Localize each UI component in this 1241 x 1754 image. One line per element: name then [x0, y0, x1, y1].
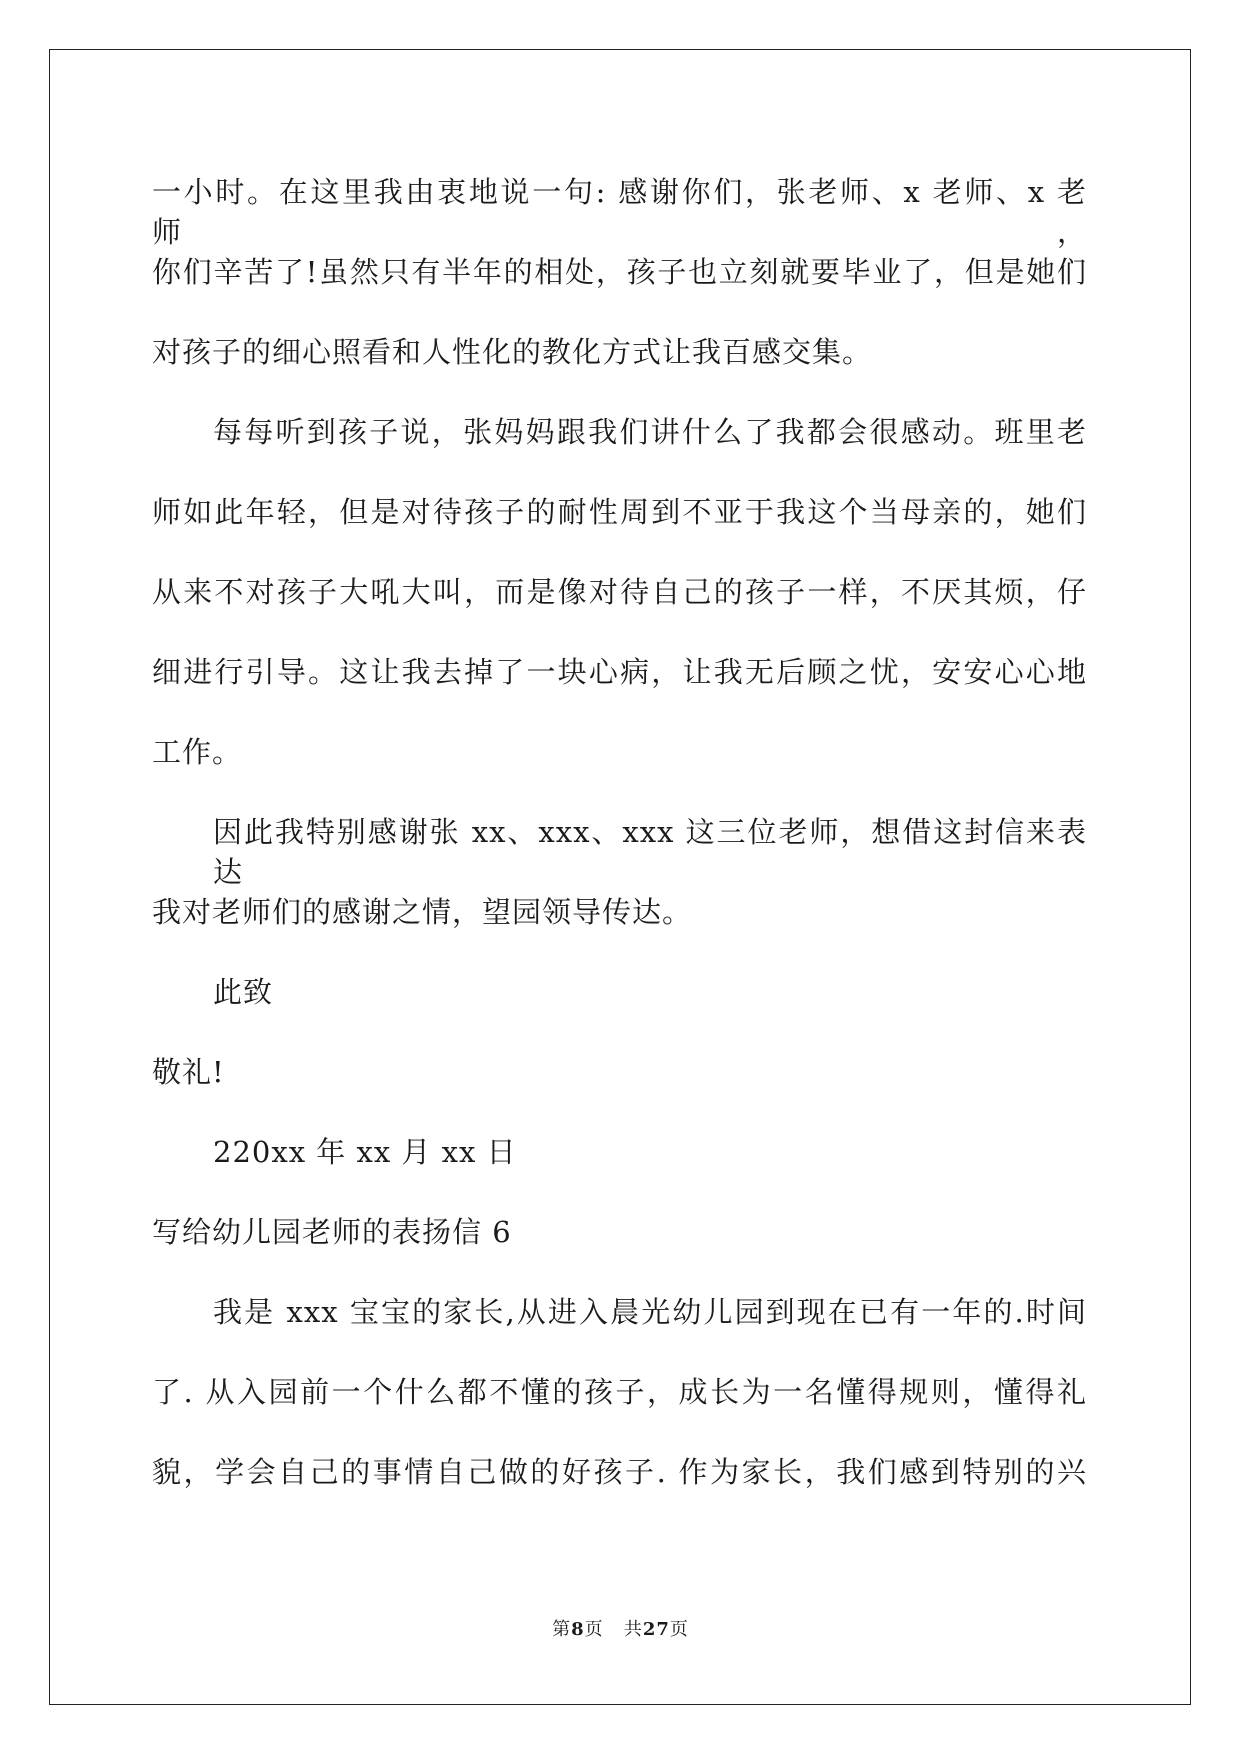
closing-date: 220xx 年 xx 月 xx 日: [213, 1135, 517, 1169]
section-title: 写给幼儿园老师的表扬信 6: [152, 1215, 512, 1249]
footer-prefix: 第: [552, 1619, 572, 1640]
paragraph-2-line-4: 细进行引导。这让我去掉了一块心病，让我无后顾之忧，安安心心地: [152, 655, 1087, 689]
paragraph-1-line-1: 一小时。在这里我由衷地说一句: 感谢你们，张老师、x 老师、x 老师，: [152, 175, 1087, 249]
paragraph-4-line-1: 我是 xxx 宝宝的家长,从进入晨光幼儿园到现在已有一年的.时间: [213, 1295, 1087, 1329]
closing-greeting: 此致: [213, 975, 274, 1009]
closing-salute: 敬礼!: [152, 1055, 225, 1089]
footer-page-word: 页: [584, 1619, 604, 1640]
current-page-number: 8: [571, 1619, 585, 1640]
paragraph-2-line-5: 工作。: [152, 735, 243, 769]
footer-total-prefix: 共: [623, 1619, 643, 1640]
paragraph-4-line-3: 貌，学会自己的事情自己做的好孩子. 作为家长，我们感到特别的兴: [152, 1455, 1087, 1489]
paragraph-2-line-3: 从来不对孩子大吼大叫，而是像对待自己的孩子一样，不厌其烦，仔: [152, 575, 1087, 609]
paragraph-2-line-2: 师如此年轻，但是对待孩子的耐性周到不亚于我这个当母亲的，她们: [152, 495, 1087, 529]
footer-total-suffix: 页: [669, 1619, 689, 1640]
total-pages-number: 27: [642, 1619, 670, 1640]
paragraph-4-line-2: 了. 从入园前一个什么都不懂的孩子，成长为一名懂得规则，懂得礼: [152, 1375, 1087, 1409]
paragraph-3-line-1: 因此我特别感谢张 xx、xxx、xxx 这三位老师，想借这封信来表达: [213, 815, 1087, 889]
paragraph-3-line-2: 我对老师们的感谢之情，望园领导传达。: [152, 895, 693, 929]
paragraph-2-line-1: 每每听到孩子说，张妈妈跟我们讲什么了我都会很感动。班里老: [213, 415, 1087, 449]
paragraph-1-line-2: 你们辛苦了!虽然只有半年的相处，孩子也立刻就要毕业了，但是她们: [152, 255, 1087, 289]
paragraph-1-line-3: 对孩子的细心照看和人性化的教化方式让我百感交集。: [152, 335, 873, 369]
page-number-footer: [0, 1618, 1241, 1642]
